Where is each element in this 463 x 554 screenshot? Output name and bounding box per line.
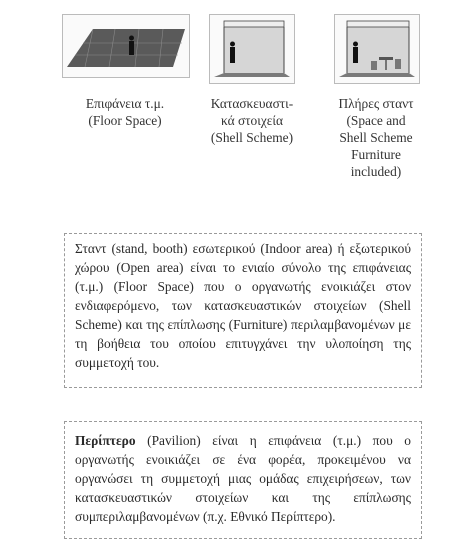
pavilion-term: Περίπτερο (75, 433, 136, 448)
caption-line: Επιφάνεια τ.μ. (85, 96, 165, 111)
floor-space-image (62, 14, 190, 78)
shell-scheme-caption (196, 95, 308, 146)
pavilion-definition-body: (Pavilion) είναι η επιφάνεια (τ.μ.) που ο οργανωτής ενοικιάζει σε ένα φορέα, προκειμένου να οργανώσει τη συμμετοχή μιας ομάδας επιχειρήσεων, των κατασκευαστικών στοιχείων και της επίπλωσης συμπεριλαμβανομένων (π.χ. Εθνικό Περίπτερο). (75, 433, 411, 524)
floor-space-caption (70, 95, 180, 129)
caption-line: κά στοιχεία (220, 113, 284, 128)
caption-line: Πλήρες σταντ (338, 96, 414, 111)
caption-line: (Floor Space) (88, 113, 162, 128)
caption-line: (Shell Scheme) (210, 130, 294, 145)
pavilion-definition-text (75, 431, 411, 526)
full-stand-image (334, 14, 420, 84)
full-stand-caption (320, 95, 432, 180)
caption-line: Shell Scheme (339, 130, 413, 145)
stand-definition-box (64, 233, 422, 388)
shell-scheme-image (209, 14, 295, 84)
caption-line: (Space and (346, 113, 406, 128)
caption-line: included) (350, 164, 402, 179)
stand-definition-text: Σταντ (stand, booth) εσωτερικού (Indoor area) ή εξωτερικού χώρου (Open area) είναι το ενιαίο σύνολο της επιφάνειας (τ.μ.) (Floor Space) που ο οργανωτής ενοικιάζει στον ενδιαφερόμενο, των κατασκευαστικών στοιχείων (Shell Scheme) και της επίπλωσης (Furniture) περιλαμβανομένων με τη βοήθεια του οποίου επιτυγχάνει την υλοποίηση της συμμετοχή του. (75, 241, 411, 370)
pavilion-definition-box (64, 421, 422, 539)
caption-line: Κατασκευαστι- (210, 96, 294, 111)
caption-line: Furniture (351, 147, 401, 162)
